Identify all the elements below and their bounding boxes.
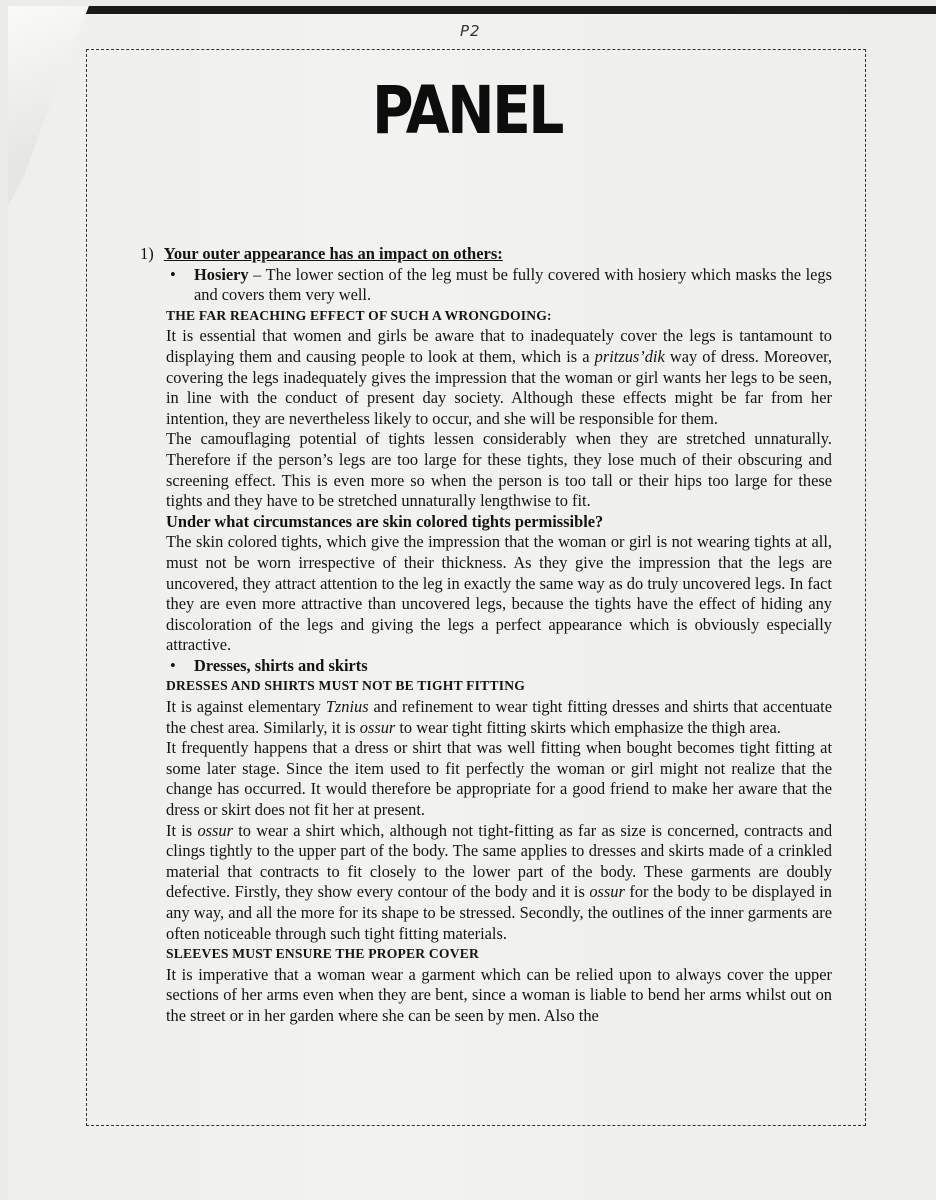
sleeves-heading: SLEEVES MUST ENSURE THE PROPER COVER (166, 946, 480, 962)
hosiery-paragraph (194, 265, 832, 306)
far-reaching-paragraph-2: The camouflaging potential of tights lessen considerably when they are stretched unnaturally. Therefore if the person’s legs are too large for these tights, they lose much of their obscuring and screening effect. This is even more so when the person is too tall or their hips too large for these tights and they have to be stretched unnaturally lengthwise to fit. (166, 429, 832, 511)
section-heading-text: Your outer appearance has an impact on others: (163, 244, 503, 263)
text-run: to wear tight fitting skirts which emphasize the thigh area. (395, 717, 781, 737)
dresses-heading: DRESSES AND SHIRTS MUST NOT BE TIGHT FITTING (166, 678, 525, 694)
bullet-icon: • (170, 655, 176, 675)
text-run: It is essential that women and girls be aware that to inadequately cover the legs is tantamount to displaying them and causing people to look at them, which is a (166, 326, 832, 366)
sleeves-paragraph: It is imperative that a woman wear a garment which can be relied upon to always cover the upper sections of her arms even when they are bent, since a woman is liable to bend her arms whilst out on the street or in her garden where she can be seen by men. Also the (166, 964, 832, 1025)
text-run: for the body to be displayed in any way, and all the more for its shape to be stressed. Secondly, the outlines of the inner garments are often noticeable through such tight fitting materials. (166, 882, 833, 943)
dresses-label: Dresses, shirts and skirts (194, 655, 368, 675)
far-reaching-heading: THE FAR REACHING EFFECT OF SUCH A WRONGDOING: (166, 307, 552, 323)
document-body (140, 244, 833, 1027)
italic-term: ossur (589, 882, 625, 902)
section-heading (140, 244, 806, 265)
bullet-icon: • (170, 264, 176, 284)
folded-corner (8, 6, 89, 206)
hosiery-bullet (166, 265, 832, 306)
italic-term: pritzus’dik (594, 346, 665, 366)
text-run: and refinement to wear tight fitting dresses and shirts that accentuate the chest area. Similarly, it is (166, 697, 832, 737)
hosiery-label: Hosiery (194, 264, 249, 284)
handwritten-page-mark: P2 (460, 22, 481, 40)
page-title: PANEL (372, 72, 562, 149)
dresses-bullet (166, 656, 832, 677)
italic-term: ossur (359, 717, 396, 737)
section-number: 1) (140, 244, 154, 263)
dresses-paragraph-3 (166, 821, 832, 945)
dresses-paragraph-2: It frequently happens that a dress or shirt that was well fitting when bought becomes tight fitting at some later stage. Since the item used to fit perfectly the woman or girl might not realize that the change has occurred. It would therefore be appropriate for a good friend to make her aware that the dress or skirt does not fit her at present. (166, 738, 832, 820)
skin-tights-question: Under what circumstances are skin colored tights permissible? (166, 511, 604, 531)
dresses-paragraph-1 (166, 697, 832, 738)
text-run: way of dress. Moreover, covering the legs inadequately gives the impression that the woman or girl wants her legs to be seen, in line with the conduct of present day society. Although these effects might be far from her intention, they are nevertheless likely to occur, and she will be responsible for them. (166, 346, 833, 428)
text-run: It is (166, 820, 198, 840)
scan-edge (78, 6, 936, 14)
italic-term: ossur (197, 820, 233, 840)
text-run: to wear a shirt which, although not tight-fitting as far as size is concerned, contracts and clings tightly to the upper part of the body. The same applies to dresses and skirts made of a crinkled material that contracts to fit closely to the lower part of the body. These garments are doubly defective. Firstly, they show every contour of the body and it is (166, 820, 833, 902)
text-run: It is against elementary (166, 697, 326, 717)
far-reaching-paragraph-1 (166, 326, 832, 429)
italic-term: Tznius (325, 697, 369, 717)
hosiery-text: – The lower section of the leg must be fully covered with hosiery which masks the legs and covers them very well. (194, 264, 832, 305)
skin-tights-paragraph: The skin colored tights, which give the impression that the woman or girl is not wearing tights at all, must not be worn irrespective of their thickness. As they give the impression that the legs are uncovered, they attract attention to the leg in exactly the same way as do truly uncovered legs. In fact they are even more attractive than uncovered legs, because the tights have the effect of hiding any discoloration of the legs and giving the legs a perfect appearance which is obviously especially attractive. (166, 532, 832, 655)
